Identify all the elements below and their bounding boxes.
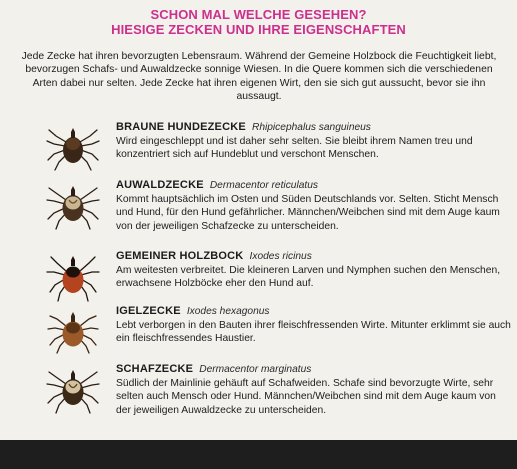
tick-entry-meadow-tick [0,178,517,238]
intro-paragraph: Jede Zecke hat ihren bevorzugten Lebensraum. Während der Gemeine Holzbock die Feuchtigkeit liebt, bevorzugen Schafs- und Auwaldzecke sonnige Wiesen. In die Quere kommen sich die verschiedenen Arten dabei nur selten. Jede Zecke hat ihren eigenen Wirt, den sie sich gut aussucht, bevor sie ihn aussaugt. [21,51,497,102]
page-title: SCHON MAL WELCHE GESEHEN? [150,7,367,22]
tick-name: AUWALDZECKE [116,179,204,191]
sheep-tick-icon [44,362,102,418]
tick-name: IGELZECKE [116,305,181,317]
tick-entry-hedgehog-tick [0,304,517,364]
tick-name: BRAUNE HUNDEZECKE [116,121,246,133]
hedgehog-tick-icon [44,304,102,360]
tick-entry-castor-bean-tick [0,249,517,309]
tick-description: Lebt verborgen in den Bauten ihrer fleischfressenden Wirte. Mitunter erklimmt sie auch ein fleischfressendes Haustier. [116,320,511,345]
brown-dog-tick-icon [44,120,102,176]
tick-latin-name: Dermacentor reticulatus [209,180,318,191]
castor-bean-tick-icon [44,249,102,305]
page-subtitle: HIESIGE ZECKEN UND IHRE EIGENSCHAFTEN [111,22,406,37]
bottom-edge [0,440,517,469]
tick-entry-sheep-tick [0,362,517,422]
tick-entry-brown-dog-tick [0,120,517,180]
tick-description: Wird eingeschleppt und ist daher sehr selten. Sie bleibt ihrem Namen treu und konzentriert sich auf Hundeblut und verschont Menschen. [116,136,473,161]
tick-latin-name: Rhipicephalus sanguineus [251,122,371,133]
tick-name: GEMEINER HOLZBOCK [116,250,244,262]
meadow-tick-icon [44,178,102,234]
tick-name: SCHAFZECKE [116,363,194,375]
tick-latin-name: Dermacentor marginatus [199,364,312,375]
tick-latin-name: Ixodes ricinus [249,251,312,262]
tick-latin-name: Ixodes hexagonus [186,306,270,317]
tick-description: Südlich der Mainlinie gehäuft auf Schafweiden. Schafe sind bevorzugte Wirte, sehr selten auch Mensch oder Hund. Männchen/Weibchen sind mit dem Auge kaum von der jeweiligen Auwaldzecke zu unterscheiden. [116,378,496,416]
tick-description: Kommt hauptsächlich im Osten und Süden Deutschlands vor. Selten. Sticht Mensch und Hund, für den Hund gefährlicher. Männchen/Weibchen sind mit dem Auge kaum von der jeweiligen Schafzecke zu unterscheiden. [116,194,500,232]
tick-description: Am weitesten verbreitet. Die kleineren Larven und Nymphen suchen den Menschen, erwachsene Holzböcke eher den Hund auf. [116,265,501,290]
